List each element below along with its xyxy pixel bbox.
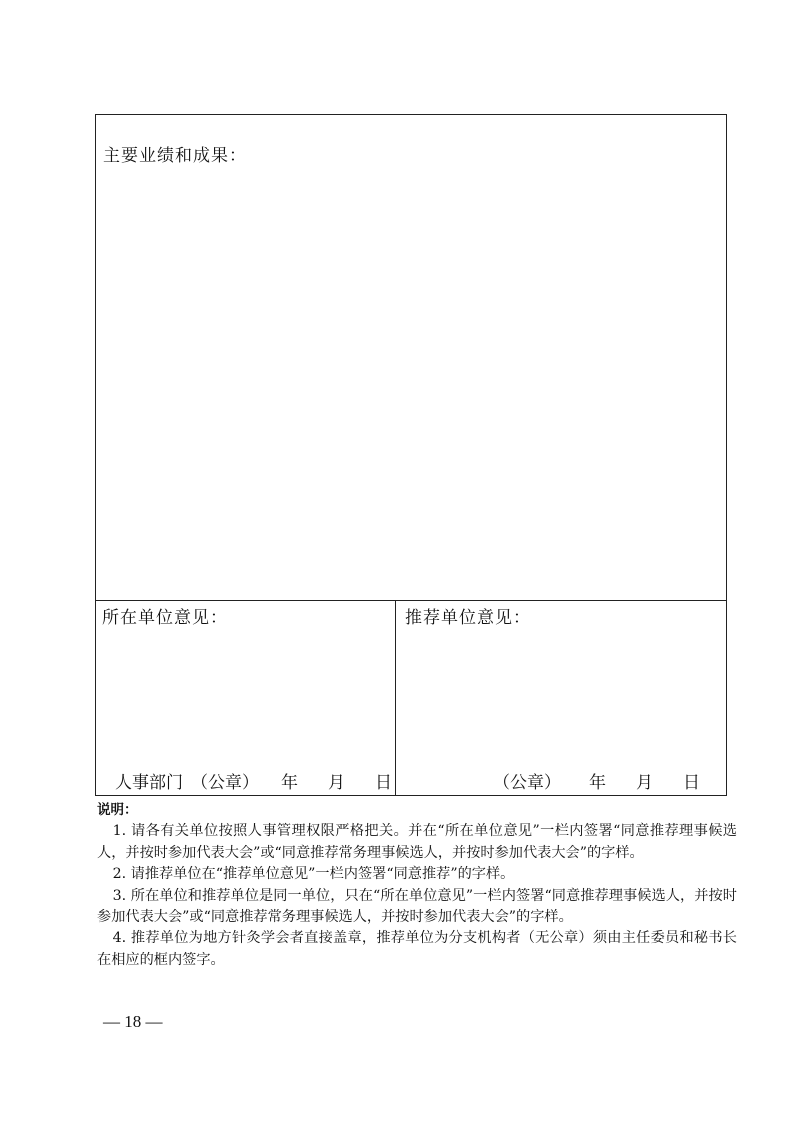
recommend-opinion-signature-line <box>493 768 700 793</box>
unit-opinion-cell[interactable] <box>96 601 396 795</box>
note-item: 2. 请推荐单位在“推荐单位意见”一栏内签署“同意推荐”的字样。 <box>112 866 515 883</box>
hr-department-label: 人事部门 <box>115 773 183 793</box>
achievements-label: 主要业绩和成果： <box>103 146 247 166</box>
page-number: — 18 — <box>103 1012 163 1031</box>
unit-opinion-title: 所在单位意见： <box>102 608 228 628</box>
unit-seal-label: （公章） <box>191 773 259 793</box>
unit-year-label: 年 <box>281 773 298 793</box>
note-item: 3. 所在单位和推荐单位是同一单位，只在“所在单位意见”一栏内签署“同意推荐理事候选人，并按时参加代表大会”或“同意推荐常务理事候选人，并按时参加代表大会”的字样。 <box>97 887 737 926</box>
unit-day-label: 日 <box>375 773 392 793</box>
recommend-day-label: 日 <box>683 773 700 793</box>
recommend-opinion-cell[interactable] <box>396 601 726 795</box>
recommend-month-label: 月 <box>636 773 653 793</box>
recommend-year-label: 年 <box>589 773 606 793</box>
recommend-opinion-title: 推荐单位意见： <box>405 608 531 628</box>
unit-opinion-signature-line <box>115 768 392 793</box>
achievements-cell[interactable] <box>96 115 726 601</box>
note-item: 4. 推荐单位为地方针灸学会者直接盖章，推荐单位为分支机构者（无公章）须由主任委员和秘书长在相应的框内签字。 <box>97 930 737 968</box>
nomination-form-table <box>95 114 727 796</box>
note-item: 1. 请各有关单位按照人事管理权限严格把关。并在“所在单位意见”一栏内签署“同意推荐理事候选人，并按时参加代表大会”或“同意推荐常务理事候选人，并按时参加代表大会”的字样。 <box>97 823 737 861</box>
notes-section <box>97 800 737 971</box>
unit-month-label: 月 <box>328 773 345 793</box>
recommend-seal-label: （公章） <box>493 773 561 793</box>
notes-title: 说明： <box>97 802 138 818</box>
